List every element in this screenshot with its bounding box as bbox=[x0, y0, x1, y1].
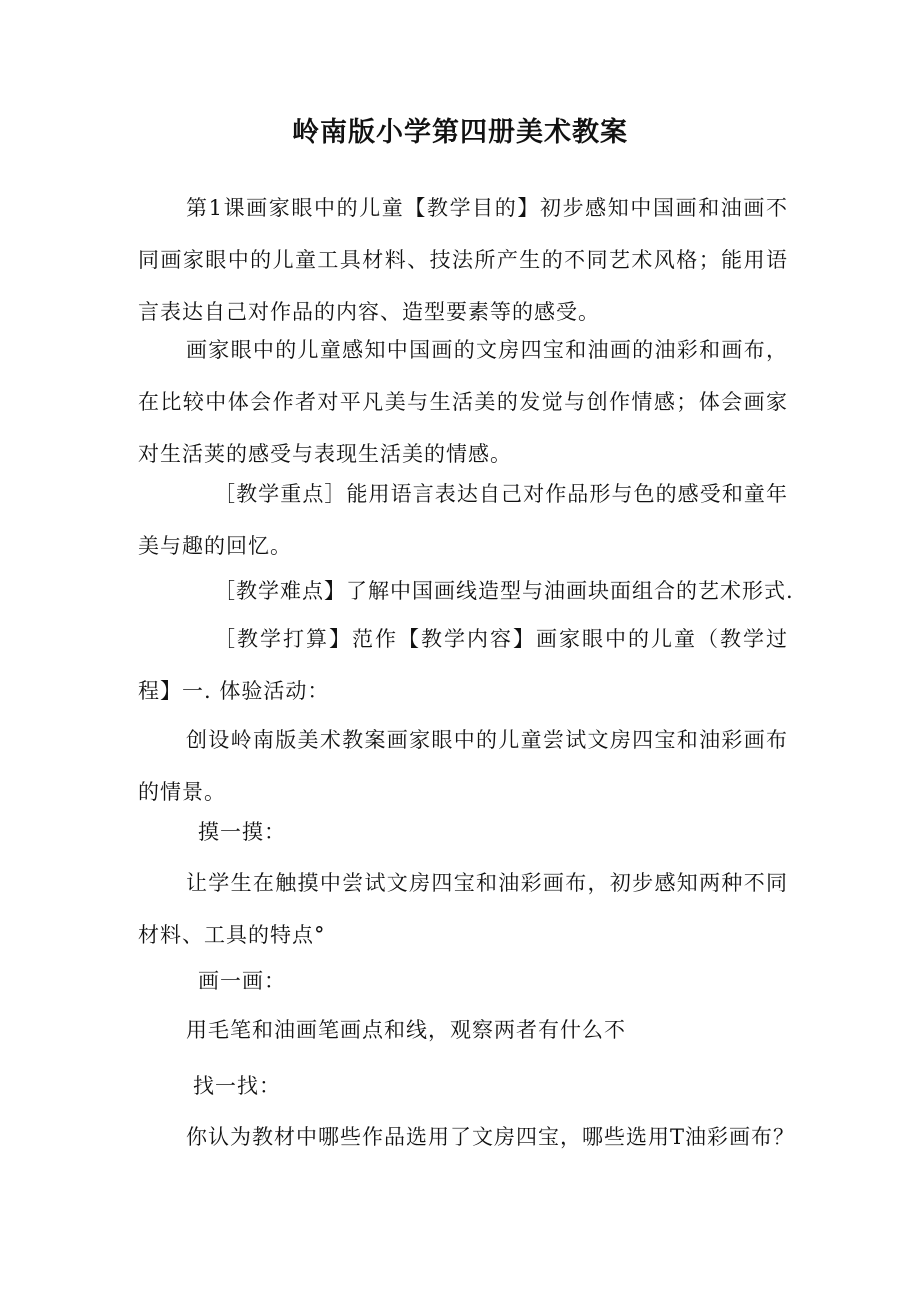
paragraph-lesson-intro: 第1课画家眼中的儿童【教学目的】初步感知中国画和油画不同画家眼中的儿童工具材料、技法所产生的不同艺术风格；能用语言表达自己对作品的内容、造型要素等的感受。 bbox=[138, 196, 788, 324]
paragraph-key-point: ［教学重点］能用语言表达自己对作品形与色的感受和童年美与趣的回忆。 bbox=[138, 482, 788, 558]
paragraph-perception: 画家眼中的儿童感知中国画的文房四宝和油画的油彩和画布，在比较中体会作者对平凡美与生活美的发觉与创作情感；体会画家对生活荚的感受与表现生活美的情感。 bbox=[138, 338, 788, 466]
document-title: 岭南版小学第四册美术教案 bbox=[292, 117, 628, 148]
paragraph-scenario: 创设岭南版美术教案画家眼中的儿童尝试文房四宝和油彩画布的情景。 bbox=[138, 728, 788, 804]
paragraph-touch-activity: 让学生在触摸中尝试文房四宝和油彩画布，初步感知两种不同材料、工具的特点° bbox=[138, 871, 788, 947]
paragraph-difficulty: ［教学难点】了解中国画线造型与油画块面组合的艺术形式. bbox=[214, 579, 794, 603]
paragraph-draw-activity: 用毛笔和油画笔画点和线，观察两者有什么不 bbox=[186, 1018, 626, 1042]
heading-touch: 摸一摸： bbox=[198, 820, 286, 844]
heading-draw: 画一画： bbox=[198, 969, 286, 993]
paragraph-find-activity: 你认为教材中哪些作品选用了文房四宝，哪些选用T油彩画布？ bbox=[186, 1125, 796, 1149]
heading-find: 找一找： bbox=[193, 1074, 281, 1098]
paragraph-preparation: ［教学打算】范作【教学内容】画家眼中的儿童（教学过程】一. 体验活动： bbox=[138, 627, 788, 703]
